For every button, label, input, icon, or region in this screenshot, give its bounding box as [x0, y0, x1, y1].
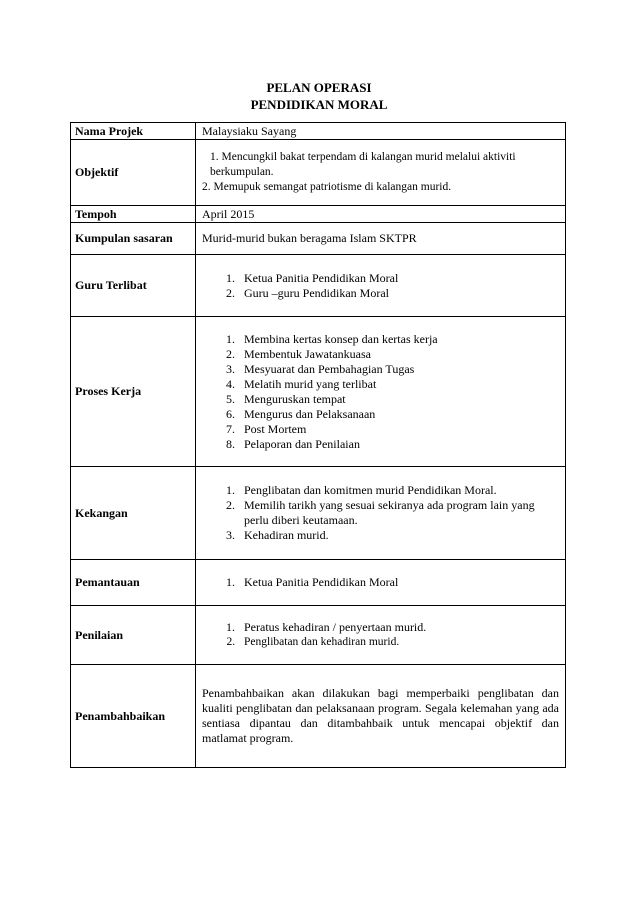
proses-item: 2. Membentuk Jawatankuasa	[238, 347, 559, 362]
value-guru-terlibat	[196, 255, 566, 317]
proses-item: 7. Post Mortem	[238, 422, 559, 437]
row-kumpulan-sasaran	[71, 223, 566, 255]
value-kumpulan-sasaran: Murid-murid bukan beragama Islam SKTPR	[196, 223, 566, 255]
label-pemantauan: Pemantauan	[71, 560, 196, 606]
value-objektif	[196, 140, 566, 206]
row-penilaian	[71, 606, 566, 665]
proses-item: 5. Menguruskan tempat	[238, 392, 559, 407]
doc-title-line1: PELAN OPERASI	[266, 80, 372, 95]
row-penambahbaikan	[71, 665, 566, 768]
guru-item: 1. Ketua Panitia Pendidikan Moral	[238, 271, 559, 286]
label-proses-kerja: Proses Kerja	[71, 317, 196, 467]
proses-item: 6. Mengurus dan Pelaksanaan	[238, 407, 559, 422]
label-objektif: Objektif	[71, 140, 196, 206]
penilaian-item: 2. Penglibatan dan kehadiran murid.	[238, 635, 559, 650]
objektif-item: 2. Memupuk semangat patriotisme di kalangan murid.	[202, 181, 452, 193]
row-kekangan	[71, 467, 566, 560]
label-guru-terlibat: Guru Terlibat	[71, 255, 196, 317]
proses-item: 8. Pelaporan dan Penilaian	[238, 437, 559, 452]
proses-item: 1. Membina kertas konsep dan kertas kerja	[238, 332, 559, 347]
row-objektif	[71, 140, 566, 206]
kekangan-item: 1. Penglibatan dan komitmen murid Pendidikan Moral.	[238, 483, 559, 498]
objektif-item: 1. Mencungkil bakat terpendam di kalangan murid melalui aktiviti berkumpulan.	[210, 151, 516, 178]
label-tempoh: Tempoh	[71, 206, 196, 223]
row-pemantauan	[71, 560, 566, 606]
label-nama-projek: Nama Projek	[71, 123, 196, 140]
value-penambahbaikan: Penambahbaikan akan dilakukan bagi memperbaiki penglibatan dan kualiti penglibatan dan pelaksanaan program. Segala kelemahan yang ada sentiasa dipantau dan ditambahbaik untuk mencapai objektif dan matlamat program.	[196, 665, 566, 768]
kekangan-item: 3. Kehadiran murid.	[238, 528, 559, 543]
label-penambahbaikan: Penambahbaikan	[71, 665, 196, 768]
kekangan-item: 2. Memilih tarikh yang sesuai sekiranya ada program lain yang perlu diberi keutamaan.	[238, 498, 559, 528]
value-proses-kerja	[196, 317, 566, 467]
pemantauan-item: 1. Ketua Panitia Pendidikan Moral	[238, 575, 559, 590]
label-kekangan: Kekangan	[71, 467, 196, 560]
row-tempoh	[71, 206, 566, 223]
value-pemantauan	[196, 560, 566, 606]
value-penilaian	[196, 606, 566, 665]
doc-title-line2: PENDIDIKAN MORAL	[250, 97, 388, 112]
row-proses-kerja	[71, 317, 566, 467]
guru-item: 2. Guru –guru Pendidikan Moral	[238, 286, 559, 301]
row-nama-projek	[71, 123, 566, 140]
row-guru-terlibat	[71, 255, 566, 317]
value-kekangan	[196, 467, 566, 560]
proses-item: 3. Mesyuarat dan Pembahagian Tugas	[238, 362, 559, 377]
penilaian-item: 1. Peratus kehadiran / penyertaan murid.	[238, 620, 559, 635]
label-penilaian: Penilaian	[71, 606, 196, 665]
value-tempoh: April 2015	[196, 206, 566, 223]
value-nama-projek: Malaysiaku Sayang	[196, 123, 566, 140]
proses-item: 4. Melatih murid yang terlibat	[238, 377, 559, 392]
label-kumpulan-sasaran: Kumpulan sasaran	[71, 223, 196, 255]
operation-plan-table	[70, 122, 566, 768]
